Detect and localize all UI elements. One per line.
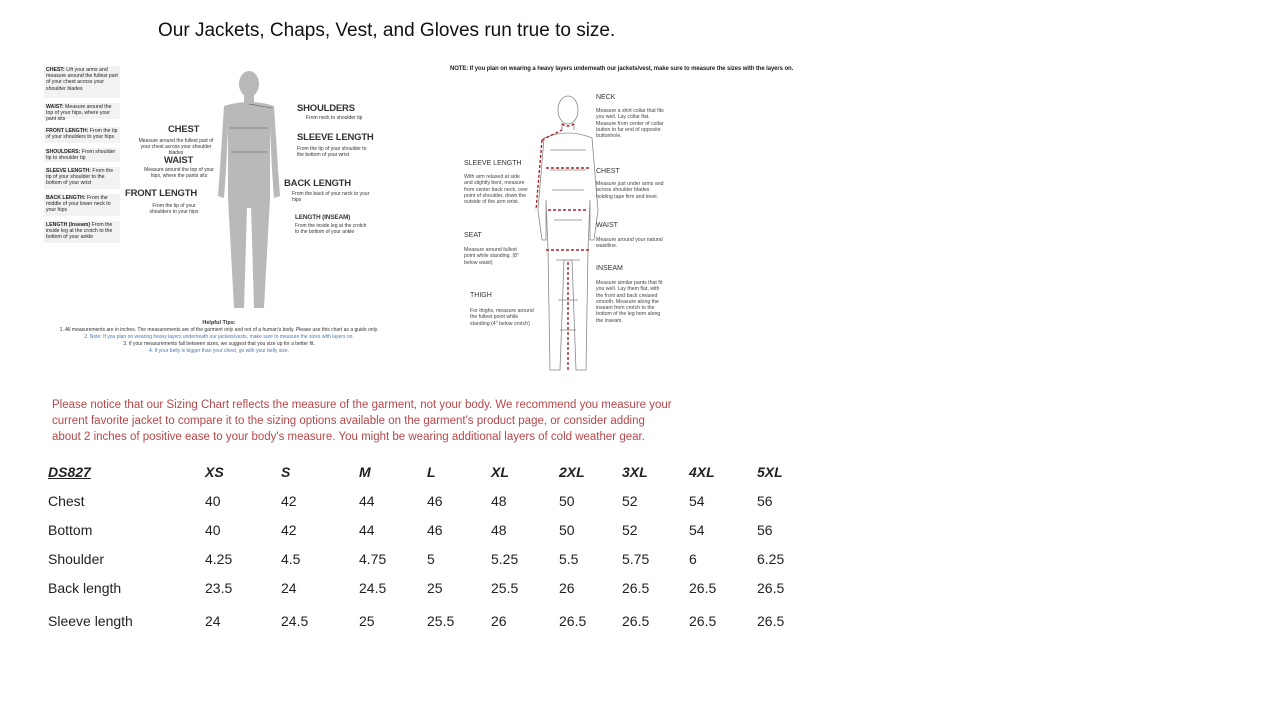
size-header: 3XL <box>622 464 648 480</box>
table-cell: 56 <box>757 492 773 509</box>
table-cell: 54 <box>689 492 705 509</box>
table-row <box>44 486 807 515</box>
neck-desc: Measure a shirt collar that fits you well. Lay collar flat. Measure from center of collar button to far end of opposite buttonhole. <box>596 108 664 140</box>
table-cell: 26 <box>491 613 507 629</box>
table-cell: 4.75 <box>359 550 387 567</box>
table-cell: 6.25 <box>757 550 785 567</box>
table-cell: 42 <box>281 521 297 538</box>
size-header: 5XL <box>757 464 783 480</box>
size-header: XS <box>205 464 224 480</box>
table-cell: 26.5 <box>757 579 785 596</box>
table-cell: 25.5 <box>427 613 455 629</box>
size-header: 4XL <box>689 464 715 480</box>
table-cell: 25 <box>427 579 443 596</box>
waist-desc: Measure around the top of your hips, where the pants sits <box>144 167 214 179</box>
size-header: 2XL <box>559 464 585 480</box>
seat-heading: SEAT <box>464 232 482 239</box>
table-cell: 26.5 <box>622 613 650 629</box>
table-cell: 26.5 <box>689 579 717 596</box>
table-cell: 48 <box>491 521 507 538</box>
sleeve-length-desc: From the tip of your shoulder to the bottom of your wrist <box>297 146 367 158</box>
back-length-desc: From the back of your neck to your hips <box>292 191 370 203</box>
waist-heading: WAIST <box>596 222 618 229</box>
front-length-desc: From the tip of your shoulders to your hips <box>149 203 199 215</box>
thigh-heading: THIGH <box>470 292 492 299</box>
helpful-tips: Helpful Tips: 1. All measurements are in inches. The measurements are of the garment only and not of a human's body. Please use this chart as a guide only. 2. Note: If you plan on wearing heavy layers underneath our jackets/vests, make sure to measure the sizes with layers on. 3. If your measurements fall between sizes, we suggest that you size up for a better fit. 4. If your belly is bigger than your chest, go with your belly size. <box>59 320 379 354</box>
model-number: DS827 <box>48 464 91 480</box>
row-label: Bottom <box>48 521 93 538</box>
length-inseam-desc: From the inside leg at the crotch to the bottom of your ankle <box>295 223 367 235</box>
size-table <box>44 458 807 640</box>
table-cell: 23.5 <box>205 579 233 596</box>
table-cell: 26.5 <box>622 579 650 596</box>
table-cell: 50 <box>559 521 575 538</box>
side-note: LENGTH (Inseam) From the inside leg at the crotch to the bottom of your ankle <box>44 221 120 243</box>
thigh-desc: For thighs, measure around the fullest point while standing (4" below crotch) <box>470 308 534 327</box>
table-row <box>44 573 807 602</box>
inseam-desc: Measure similar pants that fit you well. Lay them flat, with the front and back creased smooth. Measure along the inseam from crotch to the bottom of the leg hem along the inseam. <box>596 280 663 324</box>
size-header: XL <box>491 464 509 480</box>
table-cell: 5.5 <box>559 550 579 567</box>
sleeve-length-heading: SLEEVE LENGTH <box>464 160 522 167</box>
table-row <box>44 544 807 573</box>
sizing-notice: Please notice that our Sizing Chart reflects the measure of the garment, not your body. We recommend you measure your current favorite jacket to compare it to the sizing options available on the garment's product page, or consider adding about 2 inches of positive ease to your body's measure. You might be wearing additional layers of cold weather gear. <box>52 399 672 443</box>
table-cell: 44 <box>359 492 375 509</box>
size-header: S <box>281 464 291 480</box>
table-cell: 40 <box>205 521 221 538</box>
table-cell: 50 <box>559 492 575 509</box>
table-cell: 26.5 <box>559 613 587 629</box>
row-label: Shoulder <box>48 550 105 567</box>
back-length-label: BACK LENGTH <box>284 178 351 189</box>
garment-measurement-diagram <box>448 64 794 380</box>
neck-heading: NECK <box>596 94 616 101</box>
side-note: SHOULDERS: From shoulder tip to shoulder tip <box>44 148 120 162</box>
table-cell: 26 <box>559 579 575 596</box>
table-cell: 25 <box>359 613 375 629</box>
table-cell: 56 <box>757 521 773 538</box>
table-row <box>44 515 807 544</box>
table-cell: 24 <box>205 613 221 629</box>
chest-heading: CHEST <box>596 168 620 175</box>
table-cell: 54 <box>689 521 705 538</box>
sleeve-length-label: SLEEVE LENGTH <box>297 132 374 143</box>
body-measurement-diagram <box>44 62 394 372</box>
table-cell: 25.5 <box>491 579 519 596</box>
table-cell: 5.25 <box>491 550 519 567</box>
table-cell: 24.5 <box>281 613 309 629</box>
side-note: FRONT LENGTH: From the tip of your shoulders to your hips <box>44 127 120 143</box>
shoulders-desc: From neck to shoulder tip <box>306 115 363 121</box>
table-cell: 40 <box>205 492 221 509</box>
table-row <box>44 602 807 640</box>
seat-desc: Measure around fullest point while standing. (8" below waist) <box>464 247 519 266</box>
row-label: Chest <box>48 492 85 509</box>
table-cell: 5 <box>427 550 435 567</box>
table-cell: 4.5 <box>281 550 301 567</box>
side-note: BACK LENGTH: From the middle of your lower neck to your hips <box>44 194 120 216</box>
table-cell: 48 <box>491 492 507 509</box>
table-cell: 42 <box>281 492 297 509</box>
side-note: WAIST: Measure around the top of your hips, where your pant sits <box>44 103 120 119</box>
table-cell: 6 <box>689 550 697 567</box>
side-note: CHEST: Lift your arms and measure around the fullest part of your chest across your shoulder blades <box>44 66 120 98</box>
shoulders-label: SHOULDERS <box>297 103 355 114</box>
table-cell: 46 <box>427 521 443 538</box>
table-cell: 52 <box>622 521 638 538</box>
waist-label: WAIST <box>164 155 194 166</box>
layers-note: NOTE: If you plan on wearing a heavy layers underneath our jackets/vest, make sure to measure the sizes with the layers on. <box>450 66 794 72</box>
side-notes <box>44 66 120 248</box>
chest-label: CHEST <box>168 124 200 135</box>
table-cell: 5.75 <box>622 550 650 567</box>
side-note: SLEEVE LENGTH: From the tip of your shoulder to the bottom of your wrist <box>44 167 120 189</box>
table-cell: 26.5 <box>757 613 785 629</box>
length-inseam-label: LENGTH (INSEAM) <box>295 214 351 221</box>
front-length-label: FRONT LENGTH <box>125 188 198 199</box>
chest-desc: Measure just under arms and across shoulder blades holding tape firm and level. <box>596 181 664 200</box>
human-silhouette-figure <box>204 68 294 318</box>
size-header: M <box>359 464 371 480</box>
sleeve-length-desc: With arm relaxed at side and slightly bent, measure from center back neck, over point of shoulder, down the outside of the arm wrist. <box>464 174 529 206</box>
row-label: Sleeve length <box>48 613 133 629</box>
page-title: Our Jackets, Chaps, Vest, and Gloves run true to size. <box>158 20 616 41</box>
table-cell: 26.5 <box>689 613 717 629</box>
table-cell: 4.25 <box>205 550 233 567</box>
waist-desc: Measure around your natural waistline. <box>596 237 663 250</box>
size-header: L <box>427 464 436 480</box>
chest-desc: Measure around the fullest part of your chest across your shoulder blades <box>138 138 214 156</box>
row-label: Back length <box>48 579 122 596</box>
table-cell: 44 <box>359 521 375 538</box>
table-cell: 24 <box>281 579 297 596</box>
inseam-heading: INSEAM <box>596 265 623 272</box>
table-cell: 52 <box>622 492 638 509</box>
table-header-row <box>44 458 807 486</box>
table-cell: 46 <box>427 492 443 509</box>
table-cell: 24.5 <box>359 579 387 596</box>
